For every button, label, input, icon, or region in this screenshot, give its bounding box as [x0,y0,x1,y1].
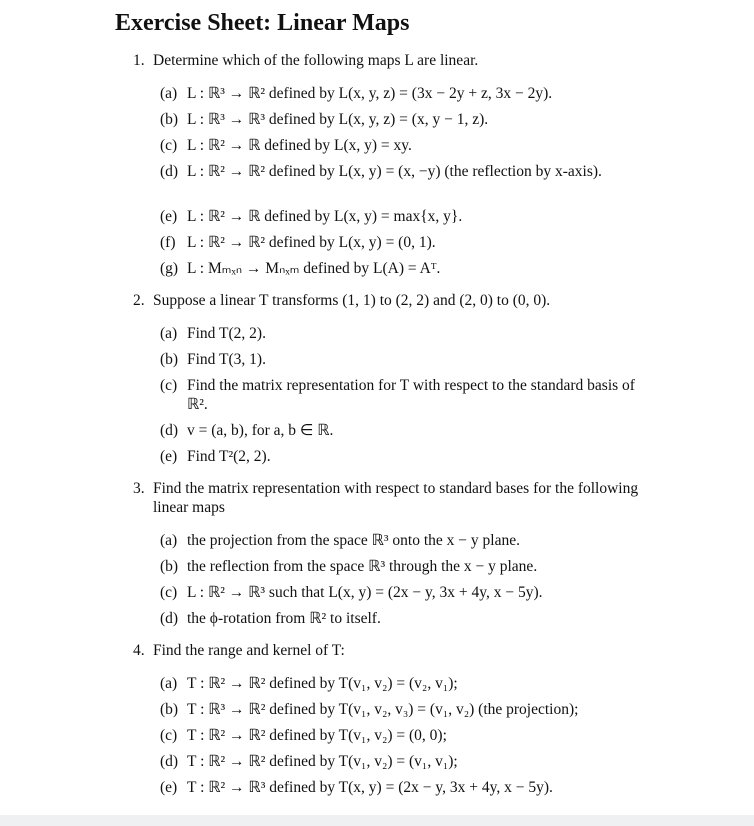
item-text: L : ℝ² → ℝ³ such that L(x, y) = (2x − y, 3x + 4y, x − 5y). [187,584,543,601]
item-text: T : ℝ² → ℝ³ defined by T(x, y) = (2x − y, 3x + 4y, x − 5y). [187,779,553,796]
item-text: Find T²(2, 2). [187,448,271,465]
item-label: (c) [160,727,178,744]
item-text: L : Mₘₓₙ → Mₙₓₘ defined by L(A) = Aᵀ. [187,260,441,277]
item-text: Find the matrix representation for T with respect to the standard basis of ℝ². [187,377,635,413]
question-text: Suppose a linear T transforms (1, 1) to (2, 2) and (2, 0) to (0, 0). [153,292,551,309]
item-label: (d) [160,753,179,770]
item-label: (c) [160,584,178,601]
item-label: (a) [160,532,178,549]
item-text: T : ℝ² → ℝ² defined by T(v₁, v₂) = (0, 0); [187,727,447,744]
item-label: (a) [160,85,178,102]
question-number: 3. [133,480,145,497]
question-number: 1. [133,52,145,69]
item-text: L : ℝ³ → ℝ³ defined by L(x, y, z) = (x, y − 1, z). [187,111,489,128]
item-label: (d) [160,610,179,627]
item-label: (e) [160,208,178,225]
item-text: T : ℝ² → ℝ² defined by T(v₁, v₂) = (v₂, v₁); [187,675,458,692]
page-title: Exercise Sheet: Linear Maps [115,10,410,36]
item-label: (a) [160,675,178,692]
item-text: L : ℝ² → ℝ² defined by L(x, y) = (0, 1). [187,234,436,251]
question-number: 4. [133,642,145,659]
question-number: 2. [133,292,145,309]
item-text: Find T(3, 1). [187,351,266,368]
item-label: (a) [160,325,178,342]
item-label: (b) [160,111,179,128]
question-text: Determine which of the following maps L are linear. [153,52,479,69]
item-label: (e) [160,779,178,796]
item-label: (d) [160,422,179,439]
item-text: the projection from the space ℝ³ onto the x − y plane. [187,532,520,549]
item-text: v = (a, b), for a, b ∈ ℝ. [187,422,334,439]
item-text: L : ℝ² → ℝ defined by L(x, y) = xy. [187,137,412,154]
item-label: (b) [160,701,179,718]
item-text: T : ℝ² → ℝ² defined by T(v₁, v₂) = (v₁, v₁); [187,753,458,770]
item-text: the reflection from the space ℝ³ through the x − y plane. [187,558,538,575]
item-label: (b) [160,351,179,368]
item-label: (d) [160,163,179,180]
bottom-strip [0,815,754,826]
item-text: Find T(2, 2). [187,325,266,342]
item-label: (b) [160,558,179,575]
item-label: (g) [160,260,179,277]
question-text: Find the matrix representation with respect to standard bases for the following linear maps [153,480,639,516]
item-label: (e) [160,448,178,465]
item-label: (f) [160,234,176,251]
item-text: L : ℝ² → ℝ defined by L(x, y) = max{x, y}. [187,208,463,225]
item-label: (c) [160,377,178,394]
item-text: L : ℝ³ → ℝ² defined by L(x, y, z) = (3x − 2y + z, 3x − 2y). [187,85,553,102]
item-text: T : ℝ³ → ℝ² defined by T(v₁, v₂, v₃) = (v₁, v₂) (the projection); [187,701,579,718]
item-text: the ϕ-rotation from ℝ² to itself. [187,610,381,627]
item-text: L : ℝ² → ℝ² defined by L(x, y) = (x, −y) (the reflection by x-axis). [187,163,602,180]
question-text: Find the range and kernel of T: [153,642,345,659]
item-label: (c) [160,137,178,154]
